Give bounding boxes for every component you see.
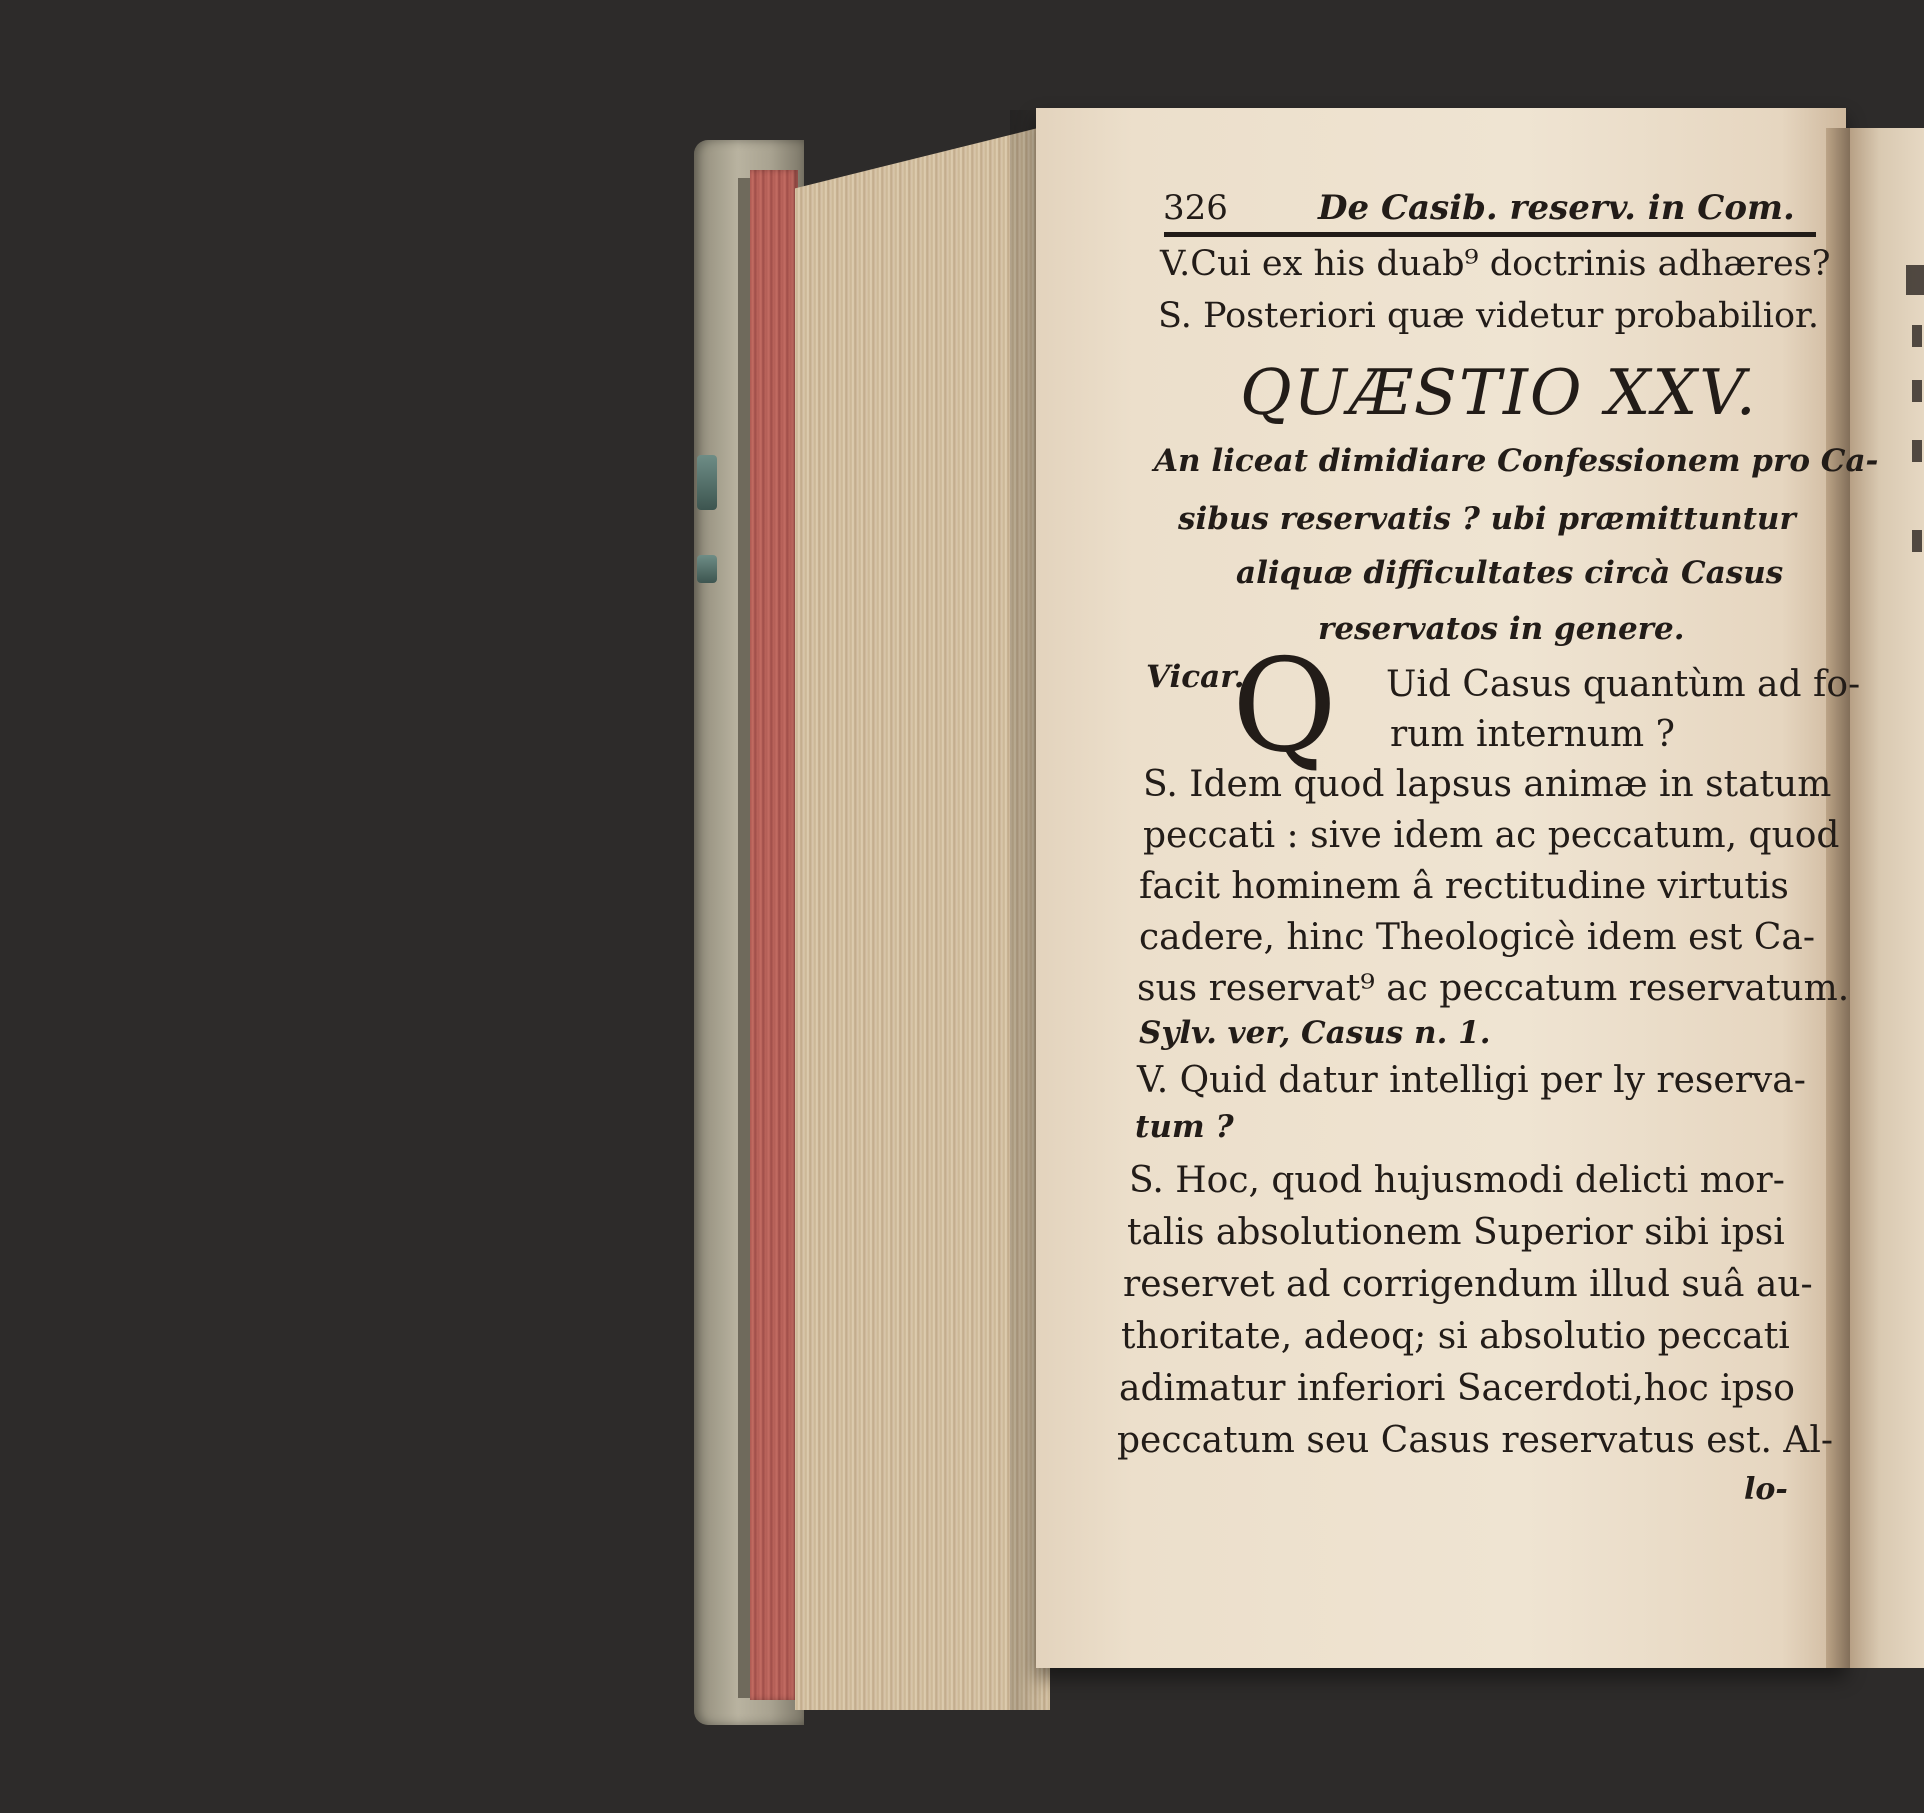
text-line: tum ?: [1135, 1109, 1234, 1145]
summary-line: An liceat dimidiare Confessionem pro Ca-: [1154, 443, 1879, 479]
catchword: lo-: [1744, 1472, 1788, 1507]
text-line: V.Cui ex his duab⁹ doctrinis adhæres?: [1160, 244, 1831, 284]
text-line: S. Posteriori quæ videtur probabilior.: [1158, 296, 1820, 336]
header-rule: [1164, 232, 1816, 237]
facing-page-glyph: [1906, 265, 1924, 295]
speaker-label: Vicar.: [1146, 659, 1245, 695]
text-line: facit hominem â rectitudine virtutis: [1139, 866, 1789, 907]
red-page-edge: [750, 170, 798, 1700]
page-number: 326: [1163, 188, 1228, 228]
facing-page-glyph: [1912, 325, 1922, 347]
facing-page-glyph: [1912, 380, 1922, 402]
summary-line: sibus reservatis ? ubi præmittuntur: [1178, 501, 1796, 537]
text-line: cadere, hinc Theologicè idem est Ca-: [1139, 917, 1816, 958]
text-line: talis absolutionem Superior sibi ipsi: [1127, 1212, 1785, 1253]
summary-line: aliquæ difficultates circà Casus: [1236, 555, 1784, 591]
facing-page-glyph: [1912, 440, 1922, 462]
text-line: adimatur inferiori Sacerdoti,hoc ipso: [1119, 1368, 1795, 1409]
clasp-remnant: [697, 455, 717, 510]
clasp-remnant: [697, 555, 717, 583]
text-line: peccati : sive idem ac peccatum, quod: [1143, 815, 1840, 856]
facing-page-glyph: [1912, 530, 1922, 552]
text-line: rum internum ?: [1390, 714, 1675, 755]
citation-line: Sylv. ver, Casus n. 1.: [1139, 1015, 1491, 1051]
question-title: QUÆSTIO XXV.: [1240, 356, 1758, 429]
text-line: peccatum seu Casus reservatus est. Al-: [1117, 1420, 1834, 1461]
facing-page: [1850, 128, 1924, 1668]
text-line: V. Quid datur intelligi per ly reserva-: [1137, 1060, 1806, 1101]
running-title: De Casib. reserv. in Com.: [1318, 188, 1795, 228]
text-line: S. Idem quod lapsus animæ in statum: [1143, 764, 1832, 805]
text-line: sus reservat⁹ ac peccatum reservatum.: [1137, 968, 1850, 1009]
drop-cap: Q: [1232, 632, 1337, 781]
text-line: thoritate, adeoq; si absolutio peccati: [1121, 1316, 1790, 1357]
text-line: reservet ad corrigendum illud suâ au-: [1123, 1264, 1813, 1305]
summary-line: reservatos in genere.: [1318, 611, 1685, 647]
text-line: Uid Casus quantùm ad fo-: [1386, 664, 1861, 705]
cover-edge: [738, 178, 750, 1698]
text-line: S. Hoc, quod hujusmodi delicti mor-: [1129, 1160, 1785, 1201]
